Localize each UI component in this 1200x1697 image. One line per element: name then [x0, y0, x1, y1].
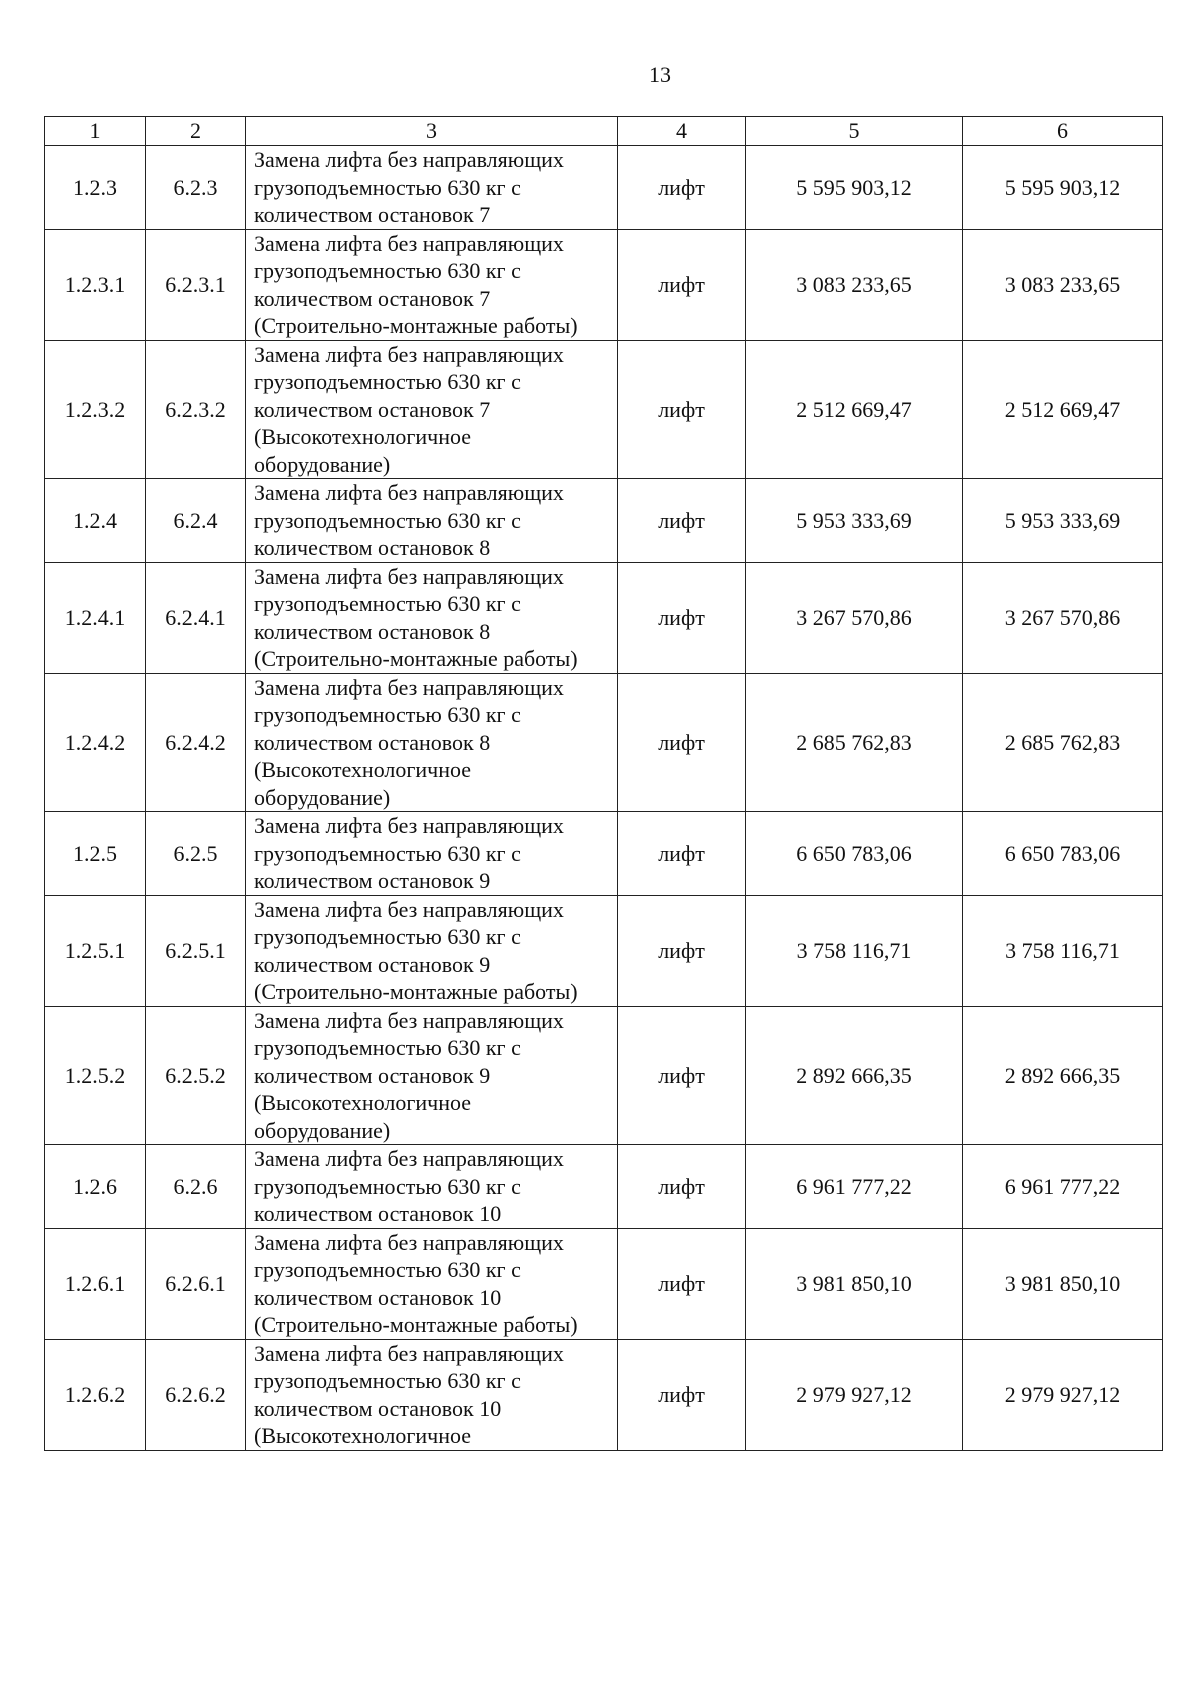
work-description: Замена лифта без направляющих грузоподъемностью 630 кг с количеством остановок 10 (Строительно-монтажные работы) [246, 1228, 618, 1339]
cost-value: 3 083 233,65 [746, 229, 963, 340]
work-code: 6.2.5.1 [146, 895, 246, 1006]
unit: лифт [618, 1339, 746, 1450]
column-header-1: 1 [45, 117, 146, 146]
item-code: 1.2.3 [45, 146, 146, 230]
item-code: 1.2.3.1 [45, 229, 146, 340]
work-code: 6.2.6 [146, 1145, 246, 1229]
item-code: 1.2.5 [45, 812, 146, 896]
table-row [45, 1145, 1163, 1229]
max-cost-value: 3 758 116,71 [963, 895, 1163, 1006]
max-cost-value: 2 512 669,47 [963, 340, 1163, 479]
work-code: 6.2.3.1 [146, 229, 246, 340]
cost-value: 2 685 762,83 [746, 673, 963, 812]
work-code: 6.2.5 [146, 812, 246, 896]
work-code: 6.2.6.1 [146, 1228, 246, 1339]
work-description: Замена лифта без направляющих грузоподъемностью 630 кг с количеством остановок 9 (Строительно-монтажные работы) [246, 895, 618, 1006]
table-row [45, 1228, 1163, 1339]
item-code: 1.2.5.2 [45, 1006, 146, 1145]
unit: лифт [618, 895, 746, 1006]
column-header-4: 4 [618, 117, 746, 146]
work-code: 6.2.3 [146, 146, 246, 230]
unit: лифт [618, 146, 746, 230]
item-code: 1.2.6.1 [45, 1228, 146, 1339]
work-description: Замена лифта без направляющих грузоподъемностью 630 кг с количеством остановок 7 (Высокотехнологичное оборудование) [246, 340, 618, 479]
page-number: 13 [649, 62, 671, 87]
work-code: 6.2.6.2 [146, 1339, 246, 1450]
table-row [45, 229, 1163, 340]
item-code: 1.2.3.2 [45, 340, 146, 479]
table-row [45, 673, 1163, 812]
unit: лифт [618, 479, 746, 563]
max-cost-value: 5 595 903,12 [963, 146, 1163, 230]
max-cost-value: 3 083 233,65 [963, 229, 1163, 340]
unit: лифт [618, 229, 746, 340]
max-cost-value: 3 267 570,86 [963, 562, 1163, 673]
unit: лифт [618, 673, 746, 812]
item-code: 1.2.4 [45, 479, 146, 563]
table-row [45, 895, 1163, 1006]
max-cost-value: 2 979 927,12 [963, 1339, 1163, 1450]
max-cost-value: 6 650 783,06 [963, 812, 1163, 896]
unit: лифт [618, 1006, 746, 1145]
table-header-row [45, 117, 1163, 146]
work-description: Замена лифта без направляющих грузоподъемностью 630 кг с количеством остановок 7 [246, 146, 618, 230]
work-description: Замена лифта без направляющих грузоподъемностью 630 кг с количеством остановок 8 (Высокотехнологичное оборудование) [246, 673, 618, 812]
cost-value: 2 892 666,35 [746, 1006, 963, 1145]
max-cost-value: 6 961 777,22 [963, 1145, 1163, 1229]
cost-value: 5 595 903,12 [746, 146, 963, 230]
cost-value: 6 961 777,22 [746, 1145, 963, 1229]
work-code: 6.2.3.2 [146, 340, 246, 479]
table-row [45, 562, 1163, 673]
unit: лифт [618, 562, 746, 673]
work-description: Замена лифта без направляющих грузоподъемностью 630 кг с количеством остановок 7 (Строительно-монтажные работы) [246, 229, 618, 340]
item-code: 1.2.6.2 [45, 1339, 146, 1450]
unit: лифт [618, 1145, 746, 1229]
max-cost-value: 2 892 666,35 [963, 1006, 1163, 1145]
item-code: 1.2.4.2 [45, 673, 146, 812]
data-table [44, 116, 1163, 1451]
unit: лифт [618, 1228, 746, 1339]
work-description: Замена лифта без направляющих грузоподъемностью 630 кг с количеством остановок 9 [246, 812, 618, 896]
table-row [45, 479, 1163, 563]
work-code: 6.2.4 [146, 479, 246, 563]
item-code: 1.2.6 [45, 1145, 146, 1229]
table-row [45, 340, 1163, 479]
cost-value: 3 758 116,71 [746, 895, 963, 1006]
column-header-6: 6 [963, 117, 1163, 146]
table-row [45, 1006, 1163, 1145]
unit: лифт [618, 812, 746, 896]
item-code: 1.2.5.1 [45, 895, 146, 1006]
work-code: 6.2.4.2 [146, 673, 246, 812]
work-description: Замена лифта без направляющих грузоподъемностью 630 кг с количеством остановок 8 [246, 479, 618, 563]
item-code: 1.2.4.1 [45, 562, 146, 673]
cost-value: 6 650 783,06 [746, 812, 963, 896]
cost-value: 2 512 669,47 [746, 340, 963, 479]
work-description: Замена лифта без направляющих грузоподъемностью 630 кг с количеством остановок 10 (Высокотехнологичное [246, 1339, 618, 1450]
column-header-3: 3 [246, 117, 618, 146]
work-description: Замена лифта без направляющих грузоподъемностью 630 кг с количеством остановок 10 [246, 1145, 618, 1229]
max-cost-value: 2 685 762,83 [963, 673, 1163, 812]
cost-value: 2 979 927,12 [746, 1339, 963, 1450]
work-description: Замена лифта без направляющих грузоподъемностью 630 кг с количеством остановок 8 (Строительно-монтажные работы) [246, 562, 618, 673]
work-code: 6.2.5.2 [146, 1006, 246, 1145]
table-row [45, 146, 1163, 230]
max-cost-value: 5 953 333,69 [963, 479, 1163, 563]
work-description: Замена лифта без направляющих грузоподъемностью 630 кг с количеством остановок 9 (Высокотехнологичное оборудование) [246, 1006, 618, 1145]
work-code: 6.2.4.1 [146, 562, 246, 673]
column-header-5: 5 [746, 117, 963, 146]
cost-value: 3 981 850,10 [746, 1228, 963, 1339]
cost-value: 5 953 333,69 [746, 479, 963, 563]
table-row [45, 812, 1163, 896]
unit: лифт [618, 340, 746, 479]
column-header-2: 2 [146, 117, 246, 146]
cost-value: 3 267 570,86 [746, 562, 963, 673]
max-cost-value: 3 981 850,10 [963, 1228, 1163, 1339]
table-row [45, 1339, 1163, 1450]
